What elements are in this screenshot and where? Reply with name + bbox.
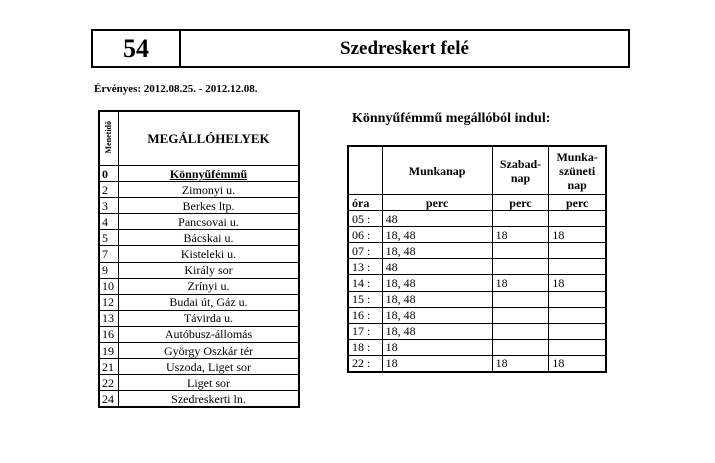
departure-row: [348, 227, 606, 243]
holiday-minute-subheader: perc: [549, 195, 606, 211]
saturday-header: Szabad- nap: [492, 146, 549, 195]
stop-minute: 19: [99, 343, 119, 359]
departure-row: [348, 355, 606, 372]
saturday-minutes: [492, 259, 549, 275]
stop-row: [99, 214, 299, 230]
stop-name: [119, 294, 300, 310]
departures-title: Könnyűfémmű megállóból indul:: [352, 111, 551, 126]
departure-hour: 22 :: [348, 355, 382, 372]
saturday-minutes: 18: [492, 355, 549, 372]
route-header: [91, 29, 630, 68]
stop-name: [119, 359, 300, 375]
stop-minute: 24: [99, 391, 119, 408]
minute-column-header: Menetidő: [99, 111, 119, 166]
stop-row: [99, 230, 299, 246]
saturday-minutes: 18: [492, 275, 549, 291]
validity-period: Érvényes: 2012.08.25. - 2012.12.08.: [94, 83, 258, 95]
stop-row: [99, 294, 299, 310]
departures-subheader-row: [348, 195, 606, 211]
stop-minute: 21: [99, 359, 119, 375]
route-destination: Szedreskert felé: [340, 37, 469, 59]
workday-minutes: 18, 48: [382, 323, 492, 339]
stop-row: [99, 182, 299, 198]
workday-minutes: 48: [382, 211, 492, 227]
workday-minutes: 18, 48: [382, 227, 492, 243]
workday-minutes: 18, 48: [382, 307, 492, 323]
route-number: 54: [93, 31, 181, 66]
stop-row: [99, 375, 299, 391]
stop-name: [119, 278, 300, 294]
stop-name-text: Liget sor: [187, 375, 230, 390]
stop-name-text: Berkes ltp.: [182, 198, 235, 213]
stop-row: [99, 262, 299, 278]
departure-row: [348, 275, 606, 291]
departure-row: [348, 211, 606, 227]
saturday-minutes: [492, 323, 549, 339]
stop-name: [119, 198, 300, 214]
holiday-minutes: [549, 211, 606, 227]
workday-minutes: 18, 48: [382, 275, 492, 291]
departures-table: [347, 145, 607, 373]
stop-row: [99, 326, 299, 342]
stop-minute: 9: [99, 262, 119, 278]
stop-name: [119, 214, 300, 230]
saturday-minutes: [492, 211, 549, 227]
workday-header: Munkanap: [382, 146, 492, 195]
workday-minutes: 48: [382, 259, 492, 275]
departure-row: [348, 323, 606, 339]
stop-row: [99, 198, 299, 214]
stop-name: [119, 391, 300, 408]
stop-name-text: Autóbusz-állomás: [164, 327, 253, 342]
stop-row: [99, 166, 299, 182]
stop-name-text: Zimonyi u.: [181, 182, 236, 197]
stop-minute: 2: [99, 182, 119, 198]
stops-column-header: MEGÁLLÓHELYEK: [119, 111, 300, 166]
departure-hour: 17 :: [348, 323, 382, 339]
departure-hour: 18 :: [348, 339, 382, 355]
holiday-minutes: [549, 243, 606, 259]
stop-row: [99, 359, 299, 375]
stop-name-text: Kisteleki u.: [180, 247, 237, 262]
stop-name-text: Zrínyi u.: [187, 279, 230, 294]
holiday-minutes: [549, 259, 606, 275]
stop-minute: 22: [99, 375, 119, 391]
saturday-minutes: [492, 307, 549, 323]
workday-minutes: 18, 48: [382, 243, 492, 259]
stop-name: [119, 326, 300, 342]
stops-header-row: [99, 111, 299, 166]
departure-hour: 06 :: [348, 227, 382, 243]
departure-row: [348, 259, 606, 275]
stop-name: [119, 262, 300, 278]
departure-hour: 16 :: [348, 307, 382, 323]
hour-subheader: óra: [348, 195, 382, 211]
stop-name-text: Uszoda, Liget sor: [166, 359, 251, 374]
departure-row: [348, 291, 606, 307]
saturday-minute-subheader: perc: [492, 195, 549, 211]
departure-hour: 05 :: [348, 211, 382, 227]
stop-name-text: Bácskai u.: [183, 230, 234, 245]
stop-name-text: György Oszkár tér: [163, 343, 254, 358]
saturday-minutes: 18: [492, 227, 549, 243]
saturday-minutes: [492, 243, 549, 259]
workday-minutes: 18: [382, 339, 492, 355]
stop-minute: 10: [99, 278, 119, 294]
workday-minutes: 18: [382, 355, 492, 372]
holiday-minutes: 18: [549, 275, 606, 291]
stop-row: [99, 343, 299, 359]
stop-row: [99, 278, 299, 294]
holiday-minutes: [549, 307, 606, 323]
holiday-minutes: [549, 291, 606, 307]
stop-minute: 3: [99, 198, 119, 214]
stop-name-text: Könnyűfémmű: [169, 166, 248, 181]
stop-name-text: Szedreskerti ln.: [171, 391, 246, 406]
holiday-minutes: [549, 323, 606, 339]
departure-row: [348, 339, 606, 355]
stop-name: [119, 310, 300, 326]
holiday-minutes: 18: [549, 355, 606, 372]
stop-minute: 5: [99, 230, 119, 246]
saturday-minutes: [492, 339, 549, 355]
workday-minute-subheader: perc: [382, 195, 492, 211]
departure-row: [348, 307, 606, 323]
stop-row: [99, 310, 299, 326]
departure-hour: 07 :: [348, 243, 382, 259]
stop-minute: 16: [99, 326, 119, 342]
stop-name: [119, 166, 300, 182]
stop-row: [99, 246, 299, 262]
stop-name-text: Pancsovai u.: [178, 214, 239, 229]
departure-row: [348, 243, 606, 259]
departure-hour: 15 :: [348, 291, 382, 307]
stop-name: [119, 343, 300, 359]
stops-table: [98, 110, 300, 408]
stop-name: [119, 182, 300, 198]
stop-minute: 4: [99, 214, 119, 230]
stop-name-text: Távirda u.: [183, 311, 234, 326]
saturday-minutes: [492, 291, 549, 307]
stop-name: [119, 230, 300, 246]
departures-header-row: [348, 146, 606, 195]
stop-name: [119, 246, 300, 262]
stop-name-text: Király sor: [184, 263, 233, 278]
stop-minute: 13: [99, 310, 119, 326]
workday-minutes: 18, 48: [382, 291, 492, 307]
blank-header-cell: [348, 146, 382, 195]
departure-hour: 13 :: [348, 259, 382, 275]
stop-name: [119, 375, 300, 391]
holiday-minutes: 18: [549, 227, 606, 243]
stop-minute: 12: [99, 294, 119, 310]
stop-minute: 7: [99, 246, 119, 262]
stop-row: [99, 391, 299, 408]
stop-minute: 0: [99, 166, 119, 182]
holiday-minutes: [549, 339, 606, 355]
departure-hour: 14 :: [348, 275, 382, 291]
holiday-header: Munka- szüneti nap: [549, 146, 606, 195]
stop-name-text: Budai út, Gáz u.: [169, 295, 248, 310]
